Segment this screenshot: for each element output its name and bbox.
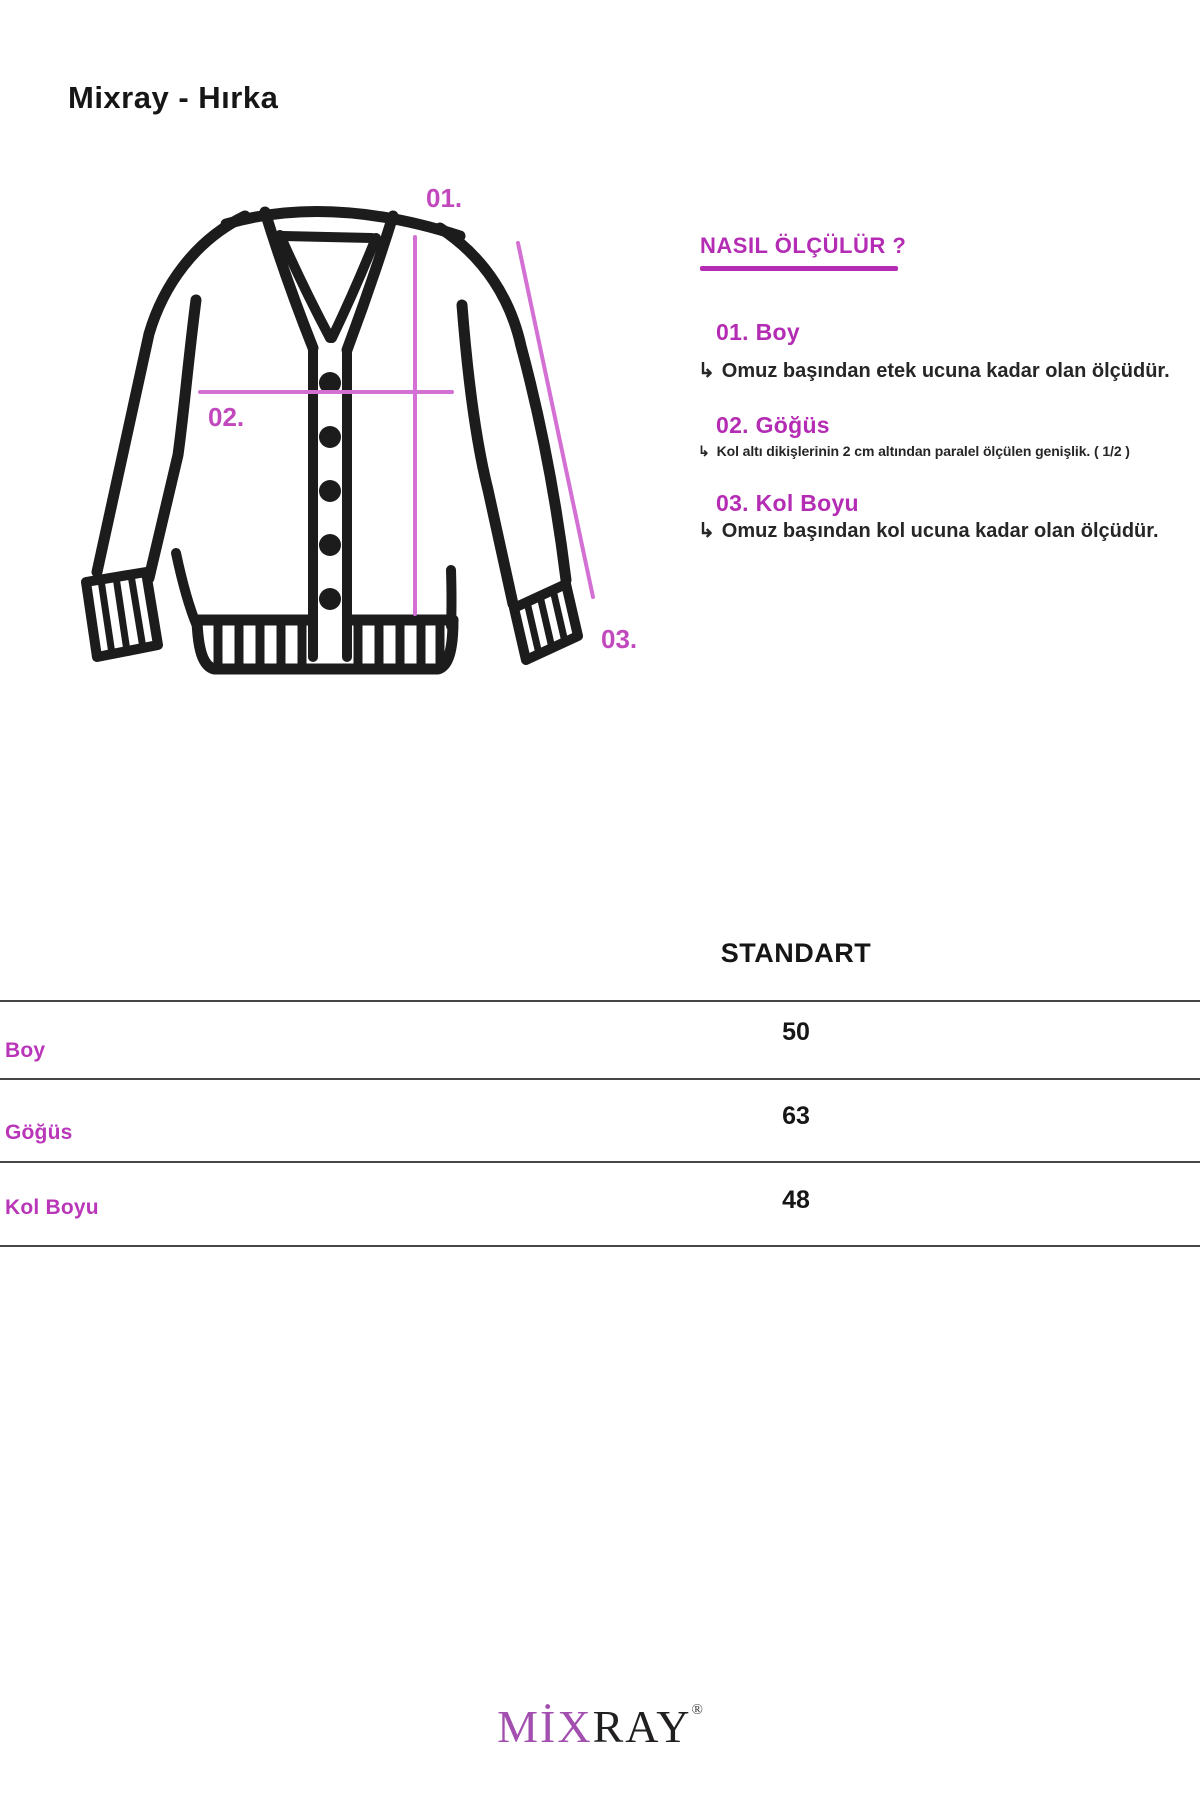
- table-rule: [0, 1000, 1200, 1002]
- howto-item-desc-gogus: [698, 443, 1130, 460]
- howto-heading: NASIL ÖLÇÜLÜR ?: [700, 233, 907, 258]
- measure-line-sleeve: [518, 243, 593, 597]
- table-rule: [0, 1245, 1200, 1247]
- table-rule: [0, 1078, 1200, 1080]
- howto-item-desc-boy: [698, 358, 1170, 383]
- measure-label-02: 02.: [208, 402, 245, 432]
- table-column-header: STANDART: [720, 938, 872, 968]
- brand-logo-mix: MİX: [497, 1701, 593, 1752]
- left-cuff: [86, 572, 158, 657]
- table-row-label-gogus: Göğüs: [5, 1121, 73, 1144]
- table-row-value-boy: 50: [782, 1018, 810, 1046]
- table-row-value-gogus: 63: [782, 1102, 810, 1130]
- table-row-value-kol-boyu: 48: [782, 1186, 810, 1214]
- howto-item-title-kol-boyu: 03. Kol Boyu: [716, 490, 859, 516]
- right-cuff: [514, 584, 578, 660]
- howto-item-desc-kol-boyu: [698, 518, 1159, 543]
- cardigan-diagram: [60, 150, 680, 710]
- howto-item-title-boy: 01. Boy: [716, 319, 800, 345]
- table-row-label-boy: Boy: [5, 1039, 46, 1062]
- cardigan-outline: [86, 212, 578, 670]
- measure-label-01: 01.: [426, 183, 463, 213]
- howto-item-title-gogus: 02. Göğüs: [716, 412, 830, 438]
- howto-desc-text: Omuz başından etek ucuna kadar olan ölçüdür.: [721, 360, 1170, 382]
- placket: [318, 352, 344, 662]
- measure-label-03: 03.: [601, 624, 638, 654]
- table-row-label-kol-boyu: Kol Boyu: [5, 1196, 99, 1219]
- table-rule: [0, 1161, 1200, 1163]
- page-title: Mixray - Hırka: [68, 80, 279, 115]
- return-arrow-icon: ↳: [698, 520, 715, 542]
- registered-mark-icon: ®: [691, 1702, 703, 1718]
- return-arrow-icon: ↳: [698, 360, 715, 382]
- howto-heading-underline: [700, 266, 898, 271]
- brand-logo: [0, 1700, 1200, 1753]
- howto-desc-text: Omuz başından kol ucuna kadar olan ölçüdür.: [721, 520, 1159, 542]
- howto-desc-text: Kol altı dikişlerinin 2 cm altından paralel ölçülen genişlik. ( 1/2 ): [716, 443, 1130, 459]
- brand-logo-ray: RAY: [592, 1701, 692, 1752]
- return-arrow-icon: ↳: [698, 443, 710, 459]
